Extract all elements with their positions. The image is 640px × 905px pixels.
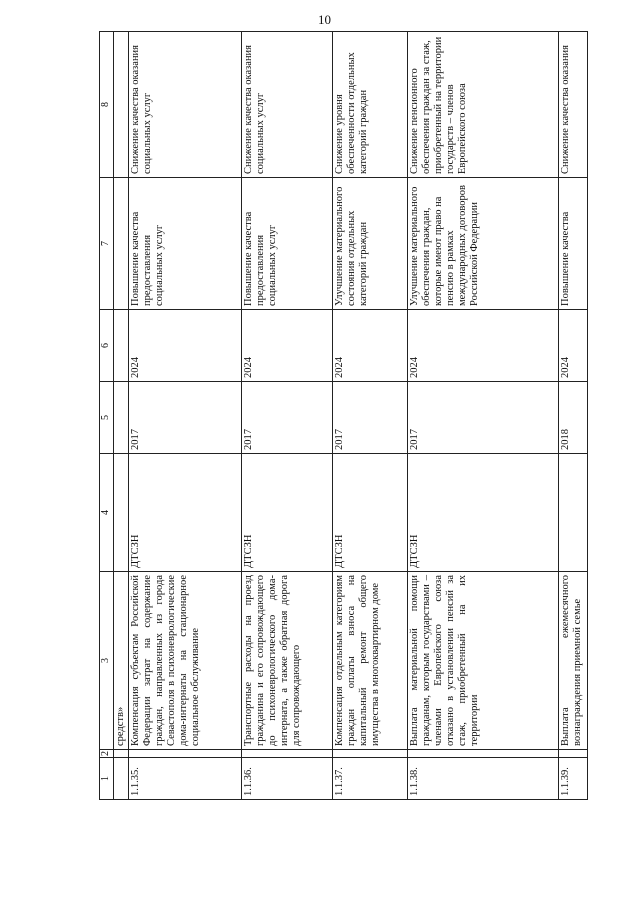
consequence: Снижение уровня обеспеченности отдельных категорий граждан [333, 32, 408, 178]
measure-description: Транспортные расходы на проезд гражданина и его сопровождающего до психоневрологического дома-интерната, а также обратная дорога для сопровождающего [242, 572, 333, 750]
consequence: Снижение пенсионного обеспечения граждан за стаж, приобретенный на территории государств – членов Европейского союза [408, 32, 559, 178]
row-number: 1.1.39. [559, 758, 588, 800]
header-cell: 3 [100, 572, 114, 750]
consequence: Снижение качества оказания социальных услуг [129, 32, 242, 178]
start-year: 2018 [559, 382, 588, 454]
start-year: 2017 [129, 382, 242, 454]
carry-over-row [114, 32, 129, 800]
end-year: 2024 [559, 310, 588, 382]
consequence: Снижение качества оказания социальных услуг [242, 32, 333, 178]
measure-description: Выплата материальной помощи гражданам, которым государствами – членами Европейского союза отказано в установлении пенсий за стаж, приобретенный на их территории [408, 572, 559, 750]
measure-description: Компенсация субъектам Российской Федерации затрат на содержание граждан, направленных из города Севастополя в психоневрологические дома-интернаты на стационарное социальное обслуживание [129, 572, 242, 750]
measure-description: Выплата ежемесячного вознаграждения приемной семье [559, 572, 588, 750]
header-row [100, 32, 114, 800]
expected-result: Повышение качества предоставления социальных услуг [129, 178, 242, 310]
table-row [559, 32, 588, 800]
header-cell: 4 [100, 454, 114, 572]
header-cell: 1 [100, 758, 114, 800]
end-year: 2024 [333, 310, 408, 382]
table-row [129, 32, 242, 800]
end-year: 2024 [408, 310, 559, 382]
executor: ДТСЗН [408, 454, 559, 572]
table-row [408, 32, 559, 800]
end-year: 2024 [129, 310, 242, 382]
executor [559, 454, 588, 572]
expected-result: Улучшение материального состояния отдельных категорий граждан [333, 178, 408, 310]
measures-table [99, 31, 588, 800]
row-number: 1.1.37. [333, 758, 408, 800]
executor: ДТСЗН [333, 454, 408, 572]
row-number: 1.1.38. [408, 758, 559, 800]
header-cell: 6 [100, 310, 114, 382]
rotated-table-container [99, 32, 611, 800]
table-row [242, 32, 333, 800]
table-row [333, 32, 408, 800]
start-year: 2017 [408, 382, 559, 454]
header-cell: 5 [100, 382, 114, 454]
start-year: 2017 [242, 382, 333, 454]
row-number: 1.1.35. [129, 758, 242, 800]
expected-result: Повышение качества [559, 178, 588, 310]
expected-result: Повышение качества предоставления социальных услуг [242, 178, 333, 310]
header-cell: 7 [100, 178, 114, 310]
header-cell: 8 [100, 32, 114, 178]
executor: ДТСЗН [129, 454, 242, 572]
expected-result: Улучшение материального обеспечения граждан, которые имеют право на пенсию в рамках международных договоров Российской Федерации [408, 178, 559, 310]
start-year: 2017 [333, 382, 408, 454]
end-year: 2024 [242, 310, 333, 382]
page-number: 10 [318, 12, 331, 27]
header-cell: 2 [100, 750, 114, 758]
measure-description: Компенсация отдельным категориям граждан оплаты взноса на капитальный ремонт общего имущества в многоквартирном доме [333, 572, 408, 750]
row-number: 1.1.36. [242, 758, 333, 800]
carry-over-text: средств» [114, 572, 129, 750]
executor: ДТСЗН [242, 454, 333, 572]
consequence: Снижение качества оказания [559, 32, 588, 178]
